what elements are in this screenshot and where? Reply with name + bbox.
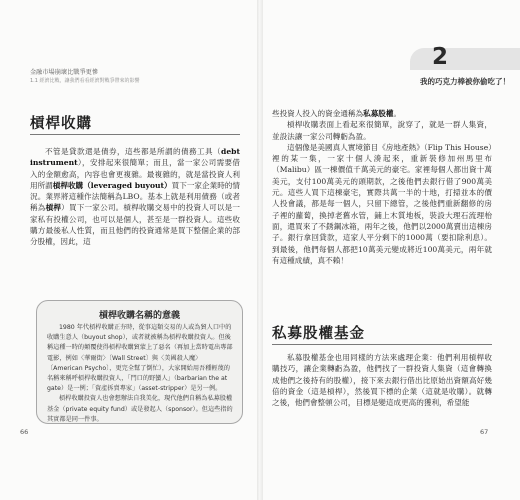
text-run: ），安排起來很簡單；而且，當一家公司需要借入的金額愈高，內容也會更複雜。最複雜的，就是當投資人利用所謂 [30, 158, 240, 190]
text-run: 些投資人投入的資金通稱為 [272, 109, 364, 118]
running-subtitle: 1.1 經濟比戰，讓我們看看經濟對戰爭帶來的影響 [30, 78, 140, 84]
text-run: 不管是貸款還是債券，這些都是所謂的債務工具（ [45, 147, 222, 156]
running-header [30, 68, 245, 85]
paragraph: 槓桿收購表面上看起來很簡單，說穿了，就是一群人集資，並設法讓一家公司轉虧為盈。 [272, 120, 492, 141]
section-title-lbo: 槓桿收購 [30, 115, 92, 132]
paragraph [272, 108, 492, 119]
page-number-right: 67 [480, 428, 489, 436]
text-run: 買下一家企業時的情況。業界將這種作法簡稱為LBO。基本上就是利用債務（或者稱為 [30, 180, 240, 213]
term-leveraged-buyout: 槓桿收購（leveraged buyout） [52, 180, 172, 190]
chapter-title: 我的巧克力棒被你偷吃了！ [420, 77, 510, 86]
box-body [47, 323, 233, 425]
text-run: 。 [393, 109, 402, 118]
right-body-top [272, 108, 492, 266]
text-run: ）買下一家公司。槓桿收購交易中的投資人可以是一家私有投權公司，也可以是個人，甚至是一群投資人。這些收購方最後私人性質，而且他們的投資通常是買下整個企業的部分股權，因此，這 [30, 203, 241, 247]
term-leverage: 槓桿 [45, 203, 62, 213]
section-rule [30, 134, 240, 135]
chapter-number: 2 [431, 44, 448, 70]
right-page [262, 0, 520, 500]
box-paragraph: 1980 年代槓桿收購正夯時，從事這類交易的人或為貿人口中的收購生意人（buyout shop），或者就被稱為槓桿收購投資人。但後稱這種一時的顛覆使得槓桿收購貿蒙上了惡名（再加上當時電出專部電影，例如〈華爾街〉〔Wall Street〕與〈美國殺人魔〉〔American Psycho〕，更完全幫了倒忙），大家開始用吾種輕蔑的名稱來稱呼槓桿收購投資人，「門口的野蠻人」（barbarian the at gate）是一例；「資產拆賣專家」（asset-stripper）是另一例。 [47, 324, 233, 393]
paragraph: 私募股權基金也用同樣的方法來處理企業：他們利用槓桿收購技巧，讓企業轉虧為盈，他們找了一群投資人集資（這會轉換成他們之後持有的股權），接下來去銀行借出比原始出資額高好幾倍的資金（這是槓桿），然後買下標的企業（這就是收購）。就轉之後，他們會整頓公司，目標是變這成更高的獲利，希望能 [272, 353, 492, 408]
right-body-bottom [272, 352, 492, 408]
running-title: 金融市場崩壞比戰爭更慘 [30, 69, 99, 76]
section-rule [272, 344, 492, 345]
box-title: 槓桿收購名稱的意義 [98, 311, 180, 321]
left-page [0, 0, 258, 500]
term-private-equity: 私募股權 [363, 109, 394, 118]
page-number-left: 66 [20, 428, 29, 436]
paragraph: 這個像是美國真人實境節目《房地產熱》（Flip This House）裡的某一集，一家十個人湊起來，重新裝修加州馬里布（Malibu）區一棟價值千萬美元的豪宅。家裡每個人都出資十萬美元，支付100萬美元的頭期款，之後他們去銀行借了900萬美元。這些人買下這棟豪宅，實際共萬一半的十地，打掃並本的價人投會議，都是每一個人，只留下總管，之後他們重新翻修的房子裡的蘿蔔，換掉老舊水管，鋪上木質地板，裝設大理石流理枱面，還買來了不銹鋼冰箱，兩年之後，他們以2000萬賣出這棟房子。銀行拿回貸款，這家人平分剩下的1000萬（要扣除利息）。到最後，他們每個人都把10萬美元變成將近100萬美元，兩年就有這種成績，真不賴！ [272, 142, 492, 265]
section-title-pe-fund: 私募股權基金 [272, 325, 365, 342]
term-debt-instrument: debt instrument [30, 147, 240, 168]
box-paragraph: 槓桿收購投資人也會想辦法自我美化，現代他們自稱為私募股權基金（private equity fund）或是發起人（sponsor）。但這些指的其實都是同一件事。 [47, 395, 233, 423]
sidebar-box [36, 300, 243, 424]
paragraph [30, 146, 240, 248]
left-body-text [30, 146, 240, 248]
